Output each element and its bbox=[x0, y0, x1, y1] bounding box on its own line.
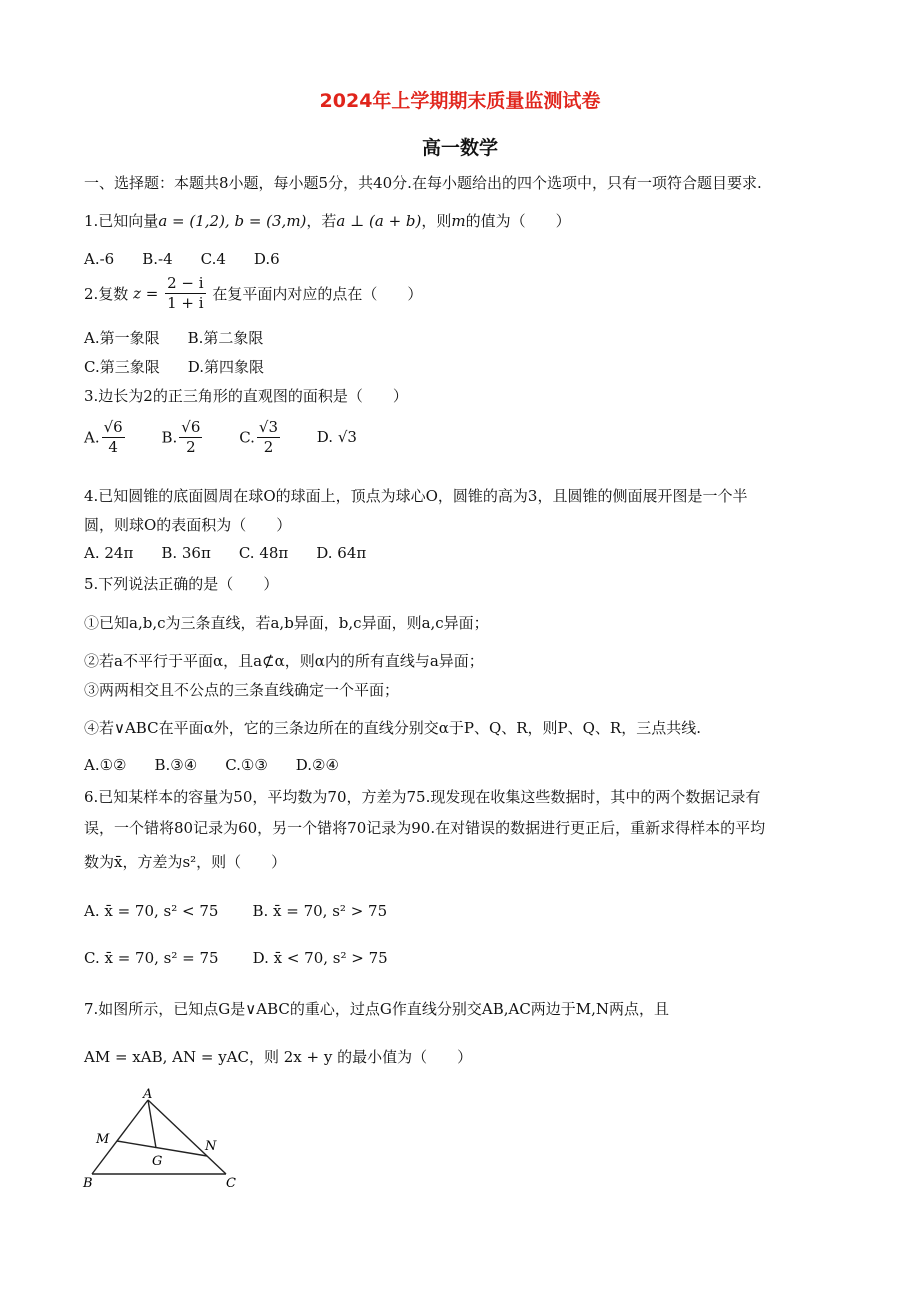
question-5: 5.下列说法正确的是（ ） bbox=[84, 575, 279, 593]
q3-d-value: √3 bbox=[337, 428, 357, 447]
question-4-line1: 4.已知圆锥的底面圆周在球O的球面上，顶点为球心O，圆锥的高为3，且圆锥的侧面展开图是一个半 bbox=[84, 487, 748, 505]
q2-option-d[interactable]: D.第四象限 bbox=[187, 358, 264, 376]
q2-option-c[interactable]: C.第三象限 bbox=[84, 358, 160, 376]
q4-option-b[interactable]: B. 36π bbox=[161, 544, 211, 562]
q2-options-row1 bbox=[84, 327, 291, 348]
q3-a-num: √6 bbox=[103, 418, 123, 436]
q2-denominator: 1 + i bbox=[167, 293, 204, 312]
q2-options-row2 bbox=[84, 356, 292, 377]
q1-condition: a ⊥ (a + b) bbox=[336, 212, 422, 230]
q4-option-d[interactable]: D. 64π bbox=[316, 544, 367, 562]
label-g: G bbox=[152, 1154, 163, 1169]
q1-stem: 1.已知向量 bbox=[84, 212, 159, 230]
question-6-line1: 6.已知某样本的容量为50，平均数为70，方差为75.现发现在收集这些数据时，其中的两个数据记录有 bbox=[84, 788, 761, 806]
q1-option-a[interactable]: A.-6 bbox=[84, 250, 115, 268]
q6-option-d[interactable]: D. x̄ < 70, s² > 75 bbox=[252, 949, 388, 967]
q3-option-c[interactable] bbox=[239, 418, 282, 457]
q3-label-a: A. bbox=[84, 428, 100, 447]
label-n: N bbox=[205, 1139, 217, 1154]
q5-option-d[interactable]: D.②④ bbox=[295, 756, 339, 774]
q5-option-c[interactable]: C.①③ bbox=[225, 756, 268, 774]
q3-option-b[interactable] bbox=[162, 418, 205, 457]
q3-label-d: D. bbox=[316, 428, 334, 447]
q4-option-a[interactable]: A. 24π bbox=[84, 544, 134, 562]
question-2 bbox=[84, 274, 422, 313]
question-7-line1: 7.如图所示，已知点G是∨ABC的重心，过点G作直线分别交AB,AC两边于M,N两点，且 bbox=[84, 1000, 670, 1018]
q6-option-c[interactable]: C. x̄ = 70, s² = 75 bbox=[84, 949, 219, 967]
q1-var: m bbox=[451, 212, 466, 230]
q4-option-c[interactable]: C. 48π bbox=[238, 544, 289, 562]
q3-b-den: 2 bbox=[186, 437, 196, 456]
question-7-line2: AM = xAB, AN = yAC，则 2x + y 的最小值为（ ） bbox=[84, 1048, 473, 1066]
q2-z: z = bbox=[133, 284, 159, 303]
q6-option-a[interactable]: A. x̄ = 70, s² < 75 bbox=[84, 902, 219, 920]
q4-options bbox=[84, 544, 394, 562]
q3-label-b: B. bbox=[161, 428, 178, 447]
q5-option-a[interactable]: A.①② bbox=[84, 756, 127, 774]
q3-label-c: C. bbox=[239, 428, 255, 447]
q2-option-a[interactable]: A.第一象限 bbox=[84, 329, 160, 347]
q1-option-b[interactable]: B.-4 bbox=[142, 250, 173, 268]
q6-options-row2 bbox=[84, 949, 416, 967]
q3-c-num: √3 bbox=[258, 418, 279, 436]
question-1 bbox=[84, 210, 571, 231]
question-4-line2: 圆，则球O的表面积为（ ） bbox=[84, 516, 292, 534]
q5-statement-2: ②若a不平行于平面α，且a⊄α，则α内的所有直线与a异面； bbox=[84, 652, 484, 670]
section-heading: 一、选择题：本题共8小题，每小题5分，共40分.在每小题给出的四个选项中，只有一项符合题目要求. bbox=[84, 174, 762, 192]
q5-statement-3: ③两两相交且不公点的三条直线确定一个平面； bbox=[84, 681, 400, 699]
q2-numerator: 2 − i bbox=[167, 274, 204, 292]
question-3: 3.边长为2的正三角形的直观图的面积是（ ） bbox=[84, 387, 408, 405]
q1-stem-2: ，若 bbox=[306, 212, 337, 230]
q3-option-a[interactable] bbox=[84, 418, 127, 457]
q2-stem: 2.复数 bbox=[84, 284, 129, 303]
q1-option-d[interactable]: D.6 bbox=[253, 250, 280, 268]
q3-c-den: 2 bbox=[263, 437, 274, 456]
label-m: M bbox=[96, 1132, 110, 1147]
q5-statement-1: ①已知a,b,c为三条直线，若a,b异面，b,c异面，则a,c异面； bbox=[84, 614, 489, 632]
q6-options-row1 bbox=[84, 902, 415, 920]
q2-fraction bbox=[165, 274, 205, 313]
q3-a-den: 4 bbox=[108, 437, 118, 456]
q5-options bbox=[84, 756, 367, 774]
label-a: A bbox=[143, 1087, 153, 1102]
label-c: C bbox=[226, 1176, 236, 1190]
q1-stem-3: ，则 bbox=[421, 212, 452, 230]
exam-title: 2024年上学期期末质量监测试卷 bbox=[319, 90, 601, 112]
q3-options bbox=[84, 418, 385, 457]
q5-statement-4: ④若∨ABC在平面α外，它的三条边所在的直线分别交α于P、Q、R，则P、Q、R，三点共线. bbox=[84, 719, 701, 737]
q3-b-num: √6 bbox=[181, 418, 201, 436]
q1-vectors: a = (1,2), b = (3,m) bbox=[158, 212, 307, 230]
q2-stem-2: 在复平面内对应的点在（ ） bbox=[212, 284, 423, 303]
label-b: B bbox=[83, 1176, 93, 1190]
q6-option-b[interactable]: B. x̄ = 70, s² > 75 bbox=[252, 902, 388, 920]
q1-stem-4: 的值为（ ） bbox=[465, 212, 571, 230]
q1-options bbox=[84, 250, 308, 268]
question-6-line3: 数为x̄，方差为s²，则（ ） bbox=[84, 853, 287, 871]
q1-option-c[interactable]: C.4 bbox=[200, 250, 226, 268]
q5-option-b[interactable]: B.③④ bbox=[154, 756, 198, 774]
triangle-figure bbox=[80, 1086, 250, 1190]
q2-option-b[interactable]: B.第二象限 bbox=[187, 329, 264, 347]
question-6-line2: 误，一个错将80记录为60，另一个错将70记录为90.在对错误的数据进行更正后，重新求得样本的平均 bbox=[84, 819, 766, 837]
q3-option-d[interactable] bbox=[317, 427, 357, 446]
subject-title: 高一数学 bbox=[421, 137, 498, 159]
